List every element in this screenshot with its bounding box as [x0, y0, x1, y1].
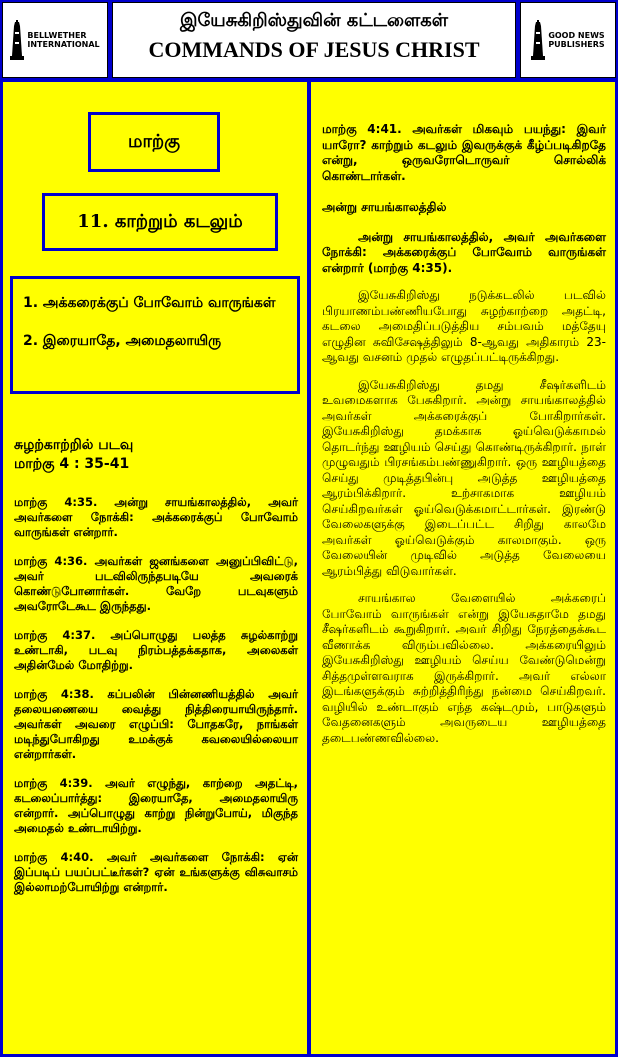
commentary-quote: அன்று சாயங்காலத்தில், அவர் அவர்களை நோக்கி: அக்கரைக்குப் போவோம் வாருங்கள் என்றார் (மாற்கு 4:35). — [322, 229, 606, 275]
key-points-box — [10, 276, 300, 394]
title-english: COMMANDS OF JESUS CHRIST — [148, 37, 480, 62]
book-name-box — [88, 112, 220, 172]
commentary-paragraph-2: இயேசுகிறிஸ்து தமது சீஷர்களிடம் உவமைகளாக பேசுகிறார். அன்று சாயங்காலத்தில் அவர்கள் அக்கரைக்குப் போகிறார்கள். இயேசுகிறிஸ்து தமக்காக ஓய்வெடுக்காமல் தொடர்ந்து ஊழியம் செய்து கொண்டிருக்கிறார். நாள் முழுவதும் பிரசங்கம்பண்ணுகிறார். ஒரு ஊழியத்தை செய்து முடித்தபின்பு அடுத்த ஊழியத்தை ஆரம்பிக்கிறார். உற்சாகமாக ஊழியம் செய்கிறவர்கள் ஓய்வெடுக்கமாட்டார்கள். இரண்டு வேலைகளுக்கு இடைப்பட்ட சிறிது காலமே அவர்கள் ஓய்வெடுக்கும் காலமாகும். ஒரு வேலையின் முடிவில் அடுத்த வேலையை ஆரம்பித்து விடுவார்கள். — [322, 377, 606, 578]
book-name: மாற்கு — [127, 130, 181, 152]
verse-4-37: மாற்கு 4:37. அப்பொழுது பலத்த சுழல்காற்று உண்டாகி, படவு நிரம்பத்தக்கதாக, அலைகள் அதின்மேல் மோதிற்று. — [14, 628, 298, 672]
lighthouse-icon — [10, 20, 24, 60]
verse-4-41: மாற்கு 4:41. அவர்கள் மிகவும் பயந்து: இவர் யாரோ? காற்றும் கடலும் இவருக்குக் கீழ்ப்படிகிறதே என்று, ஒருவரோடொருவர் சொல்லிக் கொண்டார்கள். — [322, 122, 606, 183]
title-tamil: இயேசுகிறிஸ்துவின் கட்டளைகள் — [179, 10, 449, 31]
commentary-subheading: அன்று சாயங்காலத்தில் — [322, 200, 447, 214]
commentary-column — [322, 122, 606, 758]
chapter-title: 11. காற்றும் கடலும் — [77, 210, 243, 232]
commentary-paragraph-1: இயேசுகிறிஸ்து நடுக்கடலில் படவில் பிரயாணம்பண்ணியபோது சுழற்காற்றை அதட்டி, கடலை அமைதிப்படுத்திய சம்பவம் மத்தேயு எழுதின சுவிசேஷத்திலும் 8-ஆவது அதிகாரம் 23-ஆவது வசனம் முதல் எழுதப்பட்டிருக்கிறது. — [322, 288, 606, 364]
lighthouse-icon — [531, 20, 545, 60]
verse-4-40: மாற்கு 4:40. அவர் அவர்களை நோக்கி: ஏன் இப்படிப் பயப்பட்டீர்கள்? ஏன் உங்களுக்கு விசுவாசம் இல்லாமற்போயிற்று என்றார். — [14, 850, 298, 894]
right-logo-line1: GOOD NEWS — [548, 31, 605, 40]
verse-list — [14, 495, 298, 909]
good-news-logo — [520, 2, 616, 78]
page-header — [112, 2, 516, 78]
left-logo-line1: BELLWETHER — [27, 31, 87, 40]
section-reference: மாற்கு 4 : 35-41 — [14, 456, 130, 472]
right-logo-line2: PUBLISHERS — [548, 40, 605, 49]
section-heading — [14, 436, 294, 474]
key-point-1: 1. அக்கரைக்குப் போவோம் வாருங்கள் — [23, 295, 276, 311]
chapter-title-box — [42, 193, 278, 251]
left-logo-line2: INTERNATIONAL — [27, 40, 100, 49]
bellwether-logo — [2, 2, 108, 78]
verse-4-35: மாற்கு 4:35. அன்று சாயங்காலத்தில், அவர் அவர்களை நோக்கி: அக்கரைக்குப் போவோம் வாருங்கள் என்றார். — [14, 495, 298, 539]
verse-4-36: மாற்கு 4:36. அவர்கள் ஜனங்களை அனுப்பிவிட்டு, அவர் படவிலிருந்தபடியே அவரைக் கொண்டுபோனார்கள். வேறே படவுகளும் அவரோடேகூட இருந்தது. — [14, 554, 298, 613]
section-title: சுழற்காற்றில் படவு — [14, 437, 134, 453]
verse-4-39: மாற்கு 4:39. அவர் எழுந்து, காற்றை அதட்டி, கடலைப்பார்த்து: இரையாதே, அமைதலாயிரு என்றார். அப்பொழுது காற்று நின்றுபோய், மிகுந்த அமைதல் உண்டாயிற்று. — [14, 776, 298, 835]
verse-4-38: மாற்கு 4:38. கப்பலின் பின்னணியத்தில் அவர் தலையணையை வைத்து நித்திரையாயிருந்தார். அவர்கள் அவரை எழுப்பி: போதகரே, நாங்கள் மடிந்துபோகிறது உமக்குக் கவலையில்லையா என்றார்கள். — [14, 687, 298, 761]
commentary-paragraph-3: சாயங்கால வேளையில் அக்கரைப் போவோம் வாருங்கள் என்று இயேசுதாமே தமது சீஷர்களிடம் கூறுகிறார். அவர் சிறிது நேரத்தைக்கூட வீணாக்க விரும்பவில்லை. அக்கரையிலும் இயேசுகிறிஸ்து ஊழியம் செய்ய வேண்டுமென்று சித்தமுள்ளவராக இருக்கிறார். அவர் எல்லா இடங்களுக்கும் சுற்றித்திரிந்து நன்மை செய்கிறவர். வழியில் உண்டாகும் எந்த கஷ்டமும், பாடுகளும் வேதனைகளும் அவருடைய ஊழியத்தை தடைபண்ணவில்லை. — [322, 591, 606, 745]
key-point-2: 2. இரையாதே, அமைதலாயிரு — [23, 333, 222, 349]
